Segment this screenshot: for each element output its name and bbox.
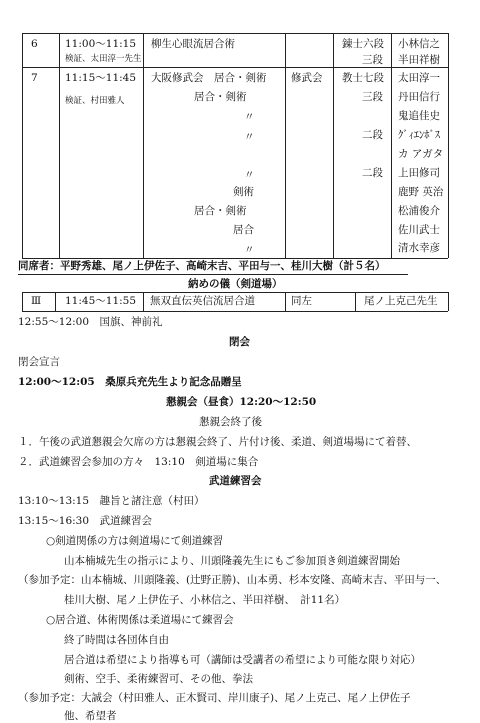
table-row-divider (22, 67, 448, 68)
iai-item: 居合道は希望により指導も可（講師は受講者の希望により可能な限り対応） (64, 654, 421, 666)
konshin-after: 懇親会終了後 (199, 416, 262, 428)
iai-participants: （参加予定：大誠会（村田雅人、正木賢司、岸川康子)、尾ノ上克己、尾ノ上伊佐子 (18, 692, 411, 704)
row-org: 修武会 (291, 72, 323, 84)
entry-rank: 教士七段 (342, 72, 384, 84)
notice-item: ２．武道練習会参加の方々 13:10 剣道場に集合 (18, 456, 259, 468)
attendees-underline (18, 274, 408, 275)
osame-table-bottom (22, 311, 448, 312)
entry-rank: 三段 (362, 54, 383, 66)
table-col-divider (333, 33, 334, 258)
entry-name: 松浦俊介 (398, 205, 440, 217)
entry-event: 居合 (233, 224, 254, 236)
section-title: 懇親会（昼食）12:20〜12:50 (166, 396, 317, 408)
entry-event: 居合・剣術 (194, 205, 247, 217)
entry-event: 剣術 (233, 186, 254, 198)
table-left-border (22, 33, 23, 258)
entry-event: 〃 (244, 244, 255, 256)
iai-item: 剣術、空手、柔術練習可、その他、拳法 (64, 673, 253, 685)
osame-same: 同左 (291, 295, 312, 307)
osame-name: 尾ノ上克己先生 (364, 295, 438, 307)
kendo-participants: （参加予定：山本楠城、川頭隆義、(辻野正勝)、山本勇、杉本安隆、高崎末吉、平田与一、 (18, 574, 447, 586)
osame-no: Ⅲ (31, 295, 42, 307)
entry-name: 鬼追佳史 (398, 110, 440, 122)
schedule-line: 13:15〜16:30 武道練習会 (18, 515, 153, 527)
entry-name: 佐川武士 (398, 224, 440, 236)
entry-name: 半田祥樹 (398, 54, 440, 66)
entry-event: 〃 (244, 169, 255, 181)
kendo-item: ○剣道関係の方は剣道場にて剣道練習 (46, 535, 224, 547)
entry-rank: 錬士六段 (342, 38, 384, 50)
row-time: 11:00〜11:15 (65, 38, 137, 50)
entry-name: 太田淳一 (398, 72, 440, 84)
table-top-border (22, 33, 448, 34)
osame-col-divider (285, 292, 286, 311)
entry-rank: 三段 (362, 91, 383, 103)
osame-time: 11:45〜11:55 (65, 295, 137, 307)
iai-item: ○居合道、体術関係は柔道場にて練習会 (46, 614, 234, 626)
kendo-participants: 桂川大樹、尾ノ上伊佐子、小林信之、半田祥樹、 計11名） (64, 594, 346, 606)
row-time: 11:15〜11:45 (65, 72, 137, 84)
row-judges: 検証、村田雅人 (65, 96, 125, 106)
entry-name: カ アガタ (398, 148, 444, 160)
entry-rank: 二段 (362, 167, 383, 179)
osame-col-divider (355, 292, 356, 311)
schedule-line: 13:10〜13:15 趣旨と諸注意（村田） (18, 495, 205, 507)
section-title: 閉会 (229, 336, 250, 348)
osame-table-top (22, 292, 448, 293)
section-title: 武道練習会 (209, 475, 262, 487)
row-style: 柳生心眼流居合術 (151, 38, 235, 50)
notice-item: １．午後の武道懇親会欠席の方は懇親会終了、片付け後、柔道、剣道場場にて着替、 (18, 436, 417, 448)
osame-table-border (448, 292, 449, 311)
osame-col-divider (143, 292, 144, 311)
entry-name: 小林信之 (398, 38, 440, 50)
entry-event: 〃 (244, 131, 255, 143)
iai-item: 終了時間は各団体自由 (64, 634, 169, 646)
table-col-divider (285, 33, 286, 258)
entry-event: 大阪修武会 居合・剣術 (151, 72, 267, 84)
entry-name: ｸﾞｨｴﾝﾎﾞｽ (398, 129, 440, 141)
entry-rank: 二段 (362, 129, 383, 141)
table-col-divider (59, 33, 60, 258)
osame-style: 無双直伝英信流居合道 (150, 295, 255, 307)
closing-declaration: 閉会宣言 (18, 356, 60, 368)
row-judges: 検証、太田淳一先生 (65, 54, 142, 64)
table-col-divider (391, 33, 392, 258)
attendees-line: 同席者：平野秀雄、尾ノ上伊佐子、高崎末吉、平田与一、桂川大樹（計５名） (18, 260, 386, 272)
osame-table-border (22, 292, 23, 311)
table-right-border (448, 33, 449, 258)
row-number: 6 (31, 38, 38, 50)
entry-name: 鹿野 英治 (398, 186, 444, 198)
row-number: 7 (31, 72, 38, 84)
ceremony-line: 12:55〜12:00 国旗、神前礼 (18, 316, 163, 328)
entry-name: 清水幸彦 (398, 242, 440, 254)
osame-col-divider (55, 292, 56, 311)
entry-name: 上田修司 (398, 167, 440, 179)
table-col-divider (143, 33, 144, 258)
section-title: 納めの儀（剣道場） (188, 278, 283, 290)
entry-name: 丹田信行 (398, 91, 440, 103)
iai-participants: 他、希望者 (64, 710, 117, 722)
entry-event: 居合・剣術 (194, 91, 247, 103)
award-line: 12:00〜12:05 桑原兵充先生より記念品贈呈 (18, 376, 242, 388)
entry-event: 〃 (244, 111, 255, 123)
table-bottom-border (22, 258, 448, 259)
kendo-item: 山本楠城先生の指示により、川頭隆義先生にもご参加頂き剣道練習開始 (64, 555, 400, 567)
